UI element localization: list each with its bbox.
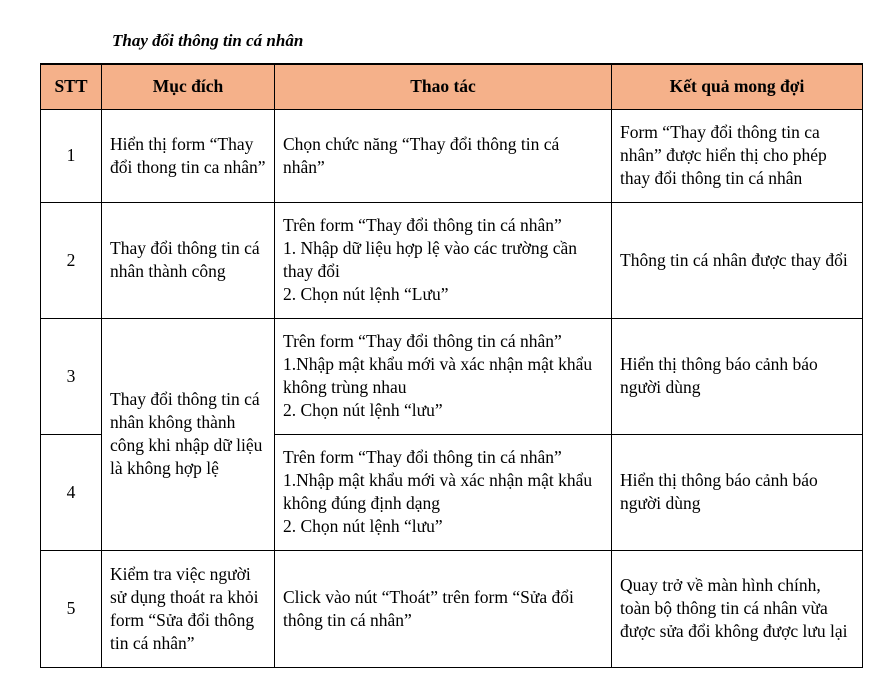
- table-row: [41, 202, 863, 318]
- cell-stt: 1: [41, 109, 102, 202]
- header-expected-result: Kết quả mong đợi: [612, 64, 863, 109]
- cell-expected-result: Quay trở về màn hình chính, toàn bộ thông tin cá nhân vừa được sửa đổi không được lưu lại: [612, 550, 863, 667]
- header-purpose: Mục đích: [102, 64, 275, 109]
- cell-action: Chọn chức năng “Thay đổi thông tin cá nhân”: [275, 109, 612, 202]
- cell-expected-result: Thông tin cá nhân được thay đổi: [612, 202, 863, 318]
- cell-stt: 5: [41, 550, 102, 667]
- cell-purpose: Thay đổi thông tin cá nhân không thành công khi nhập dữ liệu là không hợp lệ: [102, 318, 275, 550]
- table-header-row: [41, 64, 863, 109]
- cell-expected-result: Form “Thay đổi thông tin ca nhân” được hiển thị cho phép thay đổi thông tin cá nhân: [612, 109, 863, 202]
- cell-stt: 4: [41, 434, 102, 550]
- cell-stt: 3: [41, 318, 102, 434]
- table-row: [41, 109, 863, 202]
- cell-expected-result: Hiển thị thông báo cảnh báo người dùng: [612, 434, 863, 550]
- cell-action: Trên form “Thay đổi thông tin cá nhân” 1.Nhập mật khẩu mới và xác nhận mật khẩu không trùng nhau 2. Chọn nút lệnh “lưu”: [275, 318, 612, 434]
- header-action: Thao tác: [275, 64, 612, 109]
- cell-action: Click vào nút “Thoát” trên form “Sửa đổi thông tin cá nhân”: [275, 550, 612, 667]
- cell-stt: 2: [41, 202, 102, 318]
- test-case-table: [40, 63, 863, 668]
- header-stt: STT: [41, 64, 102, 109]
- cell-purpose: Thay đổi thông tin cá nhân thành công: [102, 202, 275, 318]
- cell-purpose: Hiển thị form “Thay đổi thong tin ca nhân”: [102, 109, 275, 202]
- cell-expected-result: Hiển thị thông báo cảnh báo người dùng: [612, 318, 863, 434]
- cell-purpose: Kiểm tra việc người sử dụng thoát ra khỏi form “Sửa đổi thông tin cá nhân”: [102, 550, 275, 667]
- cell-action: Trên form “Thay đổi thông tin cá nhân” 1. Nhập dữ liệu hợp lệ vào các trường cần thay đổi 2. Chọn nút lệnh “Lưu”: [275, 202, 612, 318]
- table-row: [41, 550, 863, 667]
- document-title: Thay đổi thông tin cá nhân: [112, 31, 304, 50]
- cell-action: Trên form “Thay đổi thông tin cá nhân” 1.Nhập mật khẩu mới và xác nhận mật khẩu không đúng định dạng 2. Chọn nút lệnh “lưu”: [275, 434, 612, 550]
- table-row: [41, 318, 863, 434]
